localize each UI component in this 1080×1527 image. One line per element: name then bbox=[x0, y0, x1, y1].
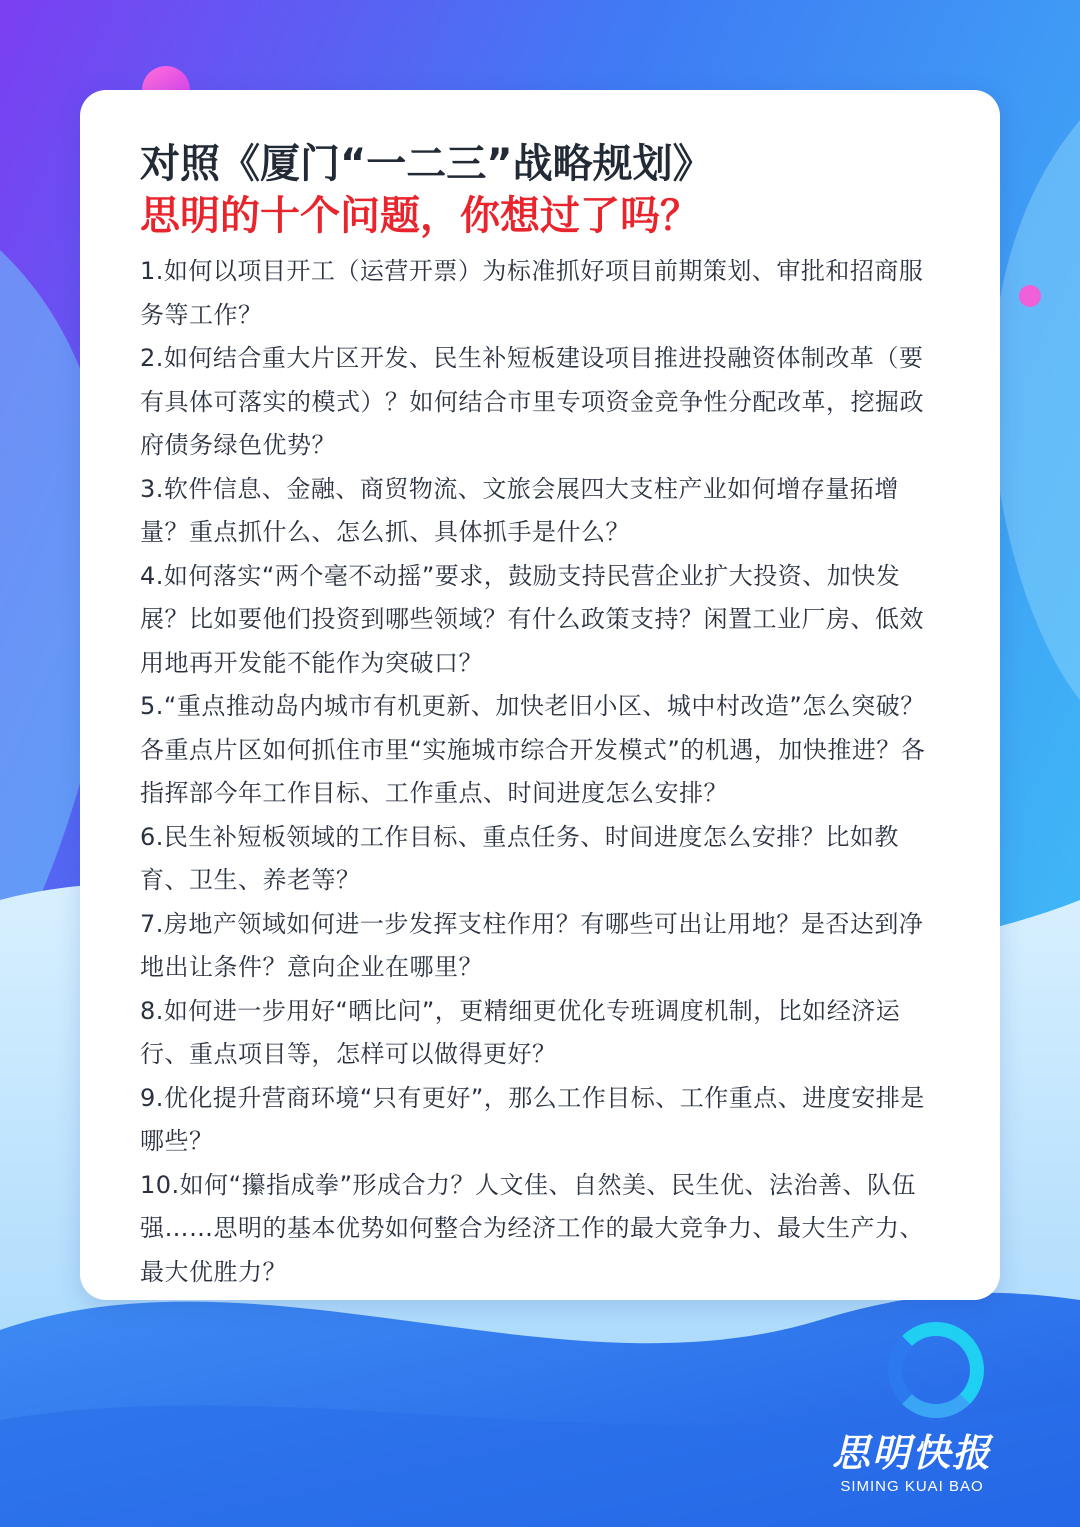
question-item: 8.如何进一步用好“晒比问”，更精细更优化专班调度机制，比如经济运行、重点项目等，怎样可以做得更好？ bbox=[140, 996, 901, 1068]
page-subtitle: 思明的十个问题，你想过了吗？ bbox=[140, 193, 700, 239]
question-item: 4.如何落实“两个毫不动摇”要求，鼓励支持民营企业扩大投资、加快发展？比如要他们投资到哪些领域？有什么政策支持？闲置工业厂房、低效用地再开发能不能作为突破口？ bbox=[140, 561, 924, 677]
page-title: 对照《厦门“一二三”战略规划》 bbox=[140, 141, 713, 187]
brand-logo bbox=[812, 1318, 1012, 1508]
question-item: 2.如何结合重大片区开发、民生补短板建设项目推进投融资体制改革（要有具体可落实的模式）？如何结合市里专项资金竞争性分配改革，挖掘政府债务绿色优势？ bbox=[140, 344, 924, 459]
question-item: 1.如何以项目开工（运营开票）为标准抓好项目前期策划、审批和招商服务等工作？ bbox=[140, 257, 924, 329]
question-item: 10.如何“攥指成拳”形成合力？人文佳、自然美、民生优、法治善、队伍强……思明的基本优势如何整合为经济工作的最大竞争力、最大生产力、最大优胜力？ bbox=[140, 1170, 924, 1286]
question-item: 5.“重点推动岛内城市有机更新、加快老旧小区、城中村改造”怎么突破？各重点片区如何抓住市里“实施城市综合开发模式”的机遇，加快推进？各指挥部今年工作目标、工作重点、时间进度怎么安排？ bbox=[140, 692, 926, 807]
logo-name-en: SIMING KUAI BAO bbox=[840, 1478, 984, 1495]
question-item: 3.软件信息、金融、商贸物流、文旅会展四大支柱产业如何增存量拓增量？重点抓什么、怎么抓、具体抓手是什么？ bbox=[140, 474, 899, 546]
question-item: 6.民生补短板领域的工作目标、重点任务、时间进度怎么安排？比如教育、卫生、养老等？ bbox=[140, 822, 899, 894]
question-item: 7.房地产领域如何进一步发挥支柱作用？有哪些可出让用地？是否达到净地出让条件？意向企业在哪里？ bbox=[140, 909, 924, 981]
logo-name-cn: 思明快报 bbox=[831, 1430, 992, 1475]
question-list bbox=[140, 250, 942, 1294]
ring-logo-icon bbox=[888, 1322, 984, 1418]
question-item: 9.优化提升营商环境“只有更好”，那么工作目标、工作重点、进度安排是哪些？ bbox=[140, 1083, 925, 1155]
